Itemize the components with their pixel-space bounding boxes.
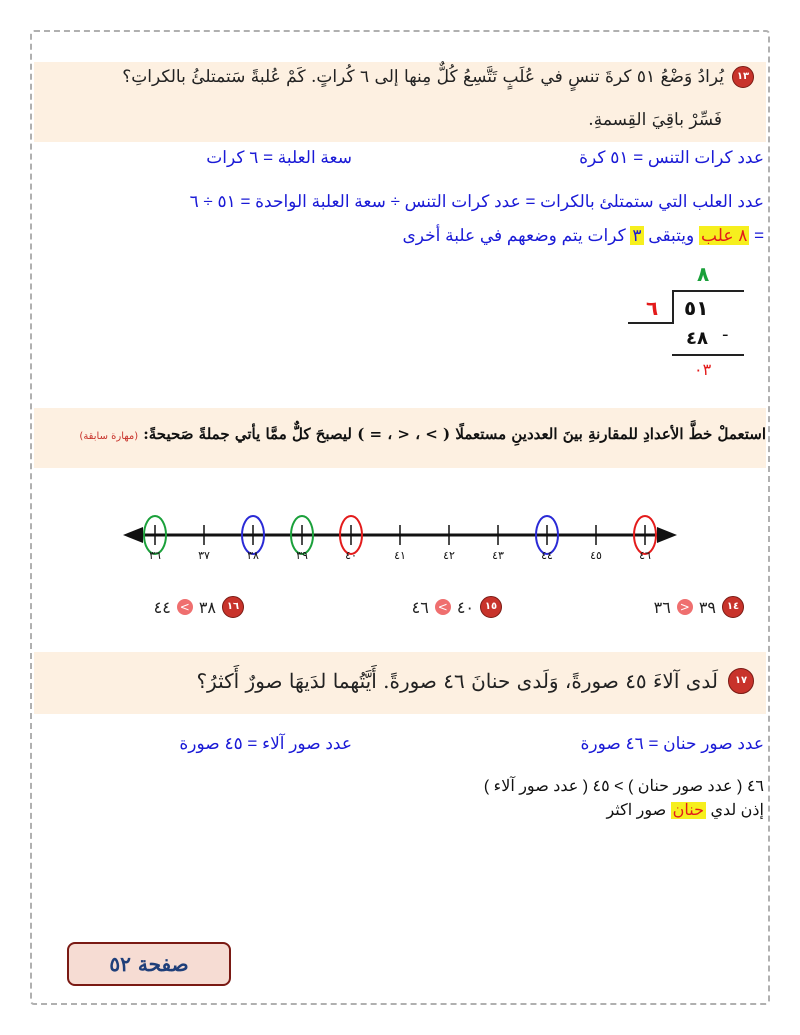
- question-17-header: [44, 668, 754, 694]
- compare-left-value: ٤٠: [456, 597, 474, 617]
- division-bar-top: [672, 290, 744, 292]
- equals-sign: =: [754, 226, 764, 245]
- left-arrow-icon: [123, 527, 143, 543]
- question-number-badge: ١٣: [732, 66, 754, 88]
- tick-label: ٤٢: [443, 549, 455, 562]
- question-13-header: [44, 66, 754, 88]
- division-subtrahend: ٤٨: [686, 328, 708, 349]
- answer-highlight: ٨ علب: [701, 226, 748, 245]
- conclusion-start: إذن لدي: [710, 802, 764, 819]
- hanan-count: عدد صور حنان = ٤٦ صورة: [580, 734, 764, 753]
- division-quotient: ٨: [697, 262, 710, 286]
- compare-item-15: [412, 596, 502, 618]
- compare-item-14: [654, 596, 744, 618]
- conclusion-highlight: حنان: [672, 802, 704, 819]
- skill-note: (مهارة سابقة): [79, 431, 139, 442]
- tick-label: ٣٧: [198, 549, 210, 562]
- division-divisor-line: [628, 322, 672, 324]
- number-line: [0, 490, 800, 580]
- division-bracket: [672, 290, 674, 324]
- compare-symbol: >: [177, 599, 193, 615]
- question-number-badge: ١٧: [728, 668, 754, 694]
- tick-label: ٣٦: [149, 549, 161, 562]
- answer-end: كرات يتم وضعهم في علبة أخرى: [402, 226, 626, 245]
- question-17-text: لَدى آلاءَ ٤٥ صورةً، وَلَدى حنانَ ٤٦ صورةً. أَيَّتُهما لدَيهَا صورٌ أَكثرُ؟: [196, 669, 718, 693]
- compare-symbol: >: [435, 599, 451, 615]
- division-divisor: ٦: [646, 296, 659, 320]
- right-arrow-icon: [657, 527, 677, 543]
- question-number-badge: ١٤: [722, 596, 744, 618]
- remainder-highlight: ٣: [632, 226, 642, 245]
- answer-middle: ويتبقى: [648, 226, 695, 245]
- compare-symbol: <: [677, 599, 693, 615]
- tennis-count: عدد كرات التنس = ٥١ كرة: [579, 148, 764, 167]
- question-number-badge: ١٦: [222, 596, 244, 618]
- tick-label: ٤٣: [492, 549, 504, 562]
- conclusion-end: صور اكثر: [606, 802, 667, 819]
- division-remainder: ٠٣: [694, 360, 712, 379]
- question-13-text: يُرادُ وَضْعُ ٥١ كرةَ تنسٍ في عُلَبٍ تَتَّسِعُ كُلٌّ مِنها إلى ٦ كُراتٍ. كَمْ عُلبةً سَتمتلئُ بالكراتِ؟: [122, 67, 724, 87]
- number-line-instruction: [26, 424, 766, 443]
- question-number-badge: ١٥: [480, 596, 502, 618]
- compare-right-value: ٤٤: [153, 597, 171, 617]
- alaa-count: عدد صور آلاء = ٤٥ صورة: [179, 734, 352, 753]
- tick-label: ٤٤: [541, 549, 553, 562]
- compare-right-value: ٤٦: [411, 597, 429, 617]
- page-number: صفحة ٥٢: [67, 942, 231, 986]
- compare-left-value: ٣٩: [698, 597, 716, 617]
- division-result-line: [672, 354, 744, 356]
- question-13-subtext: فَسِّرْ باقِيَ القِسمةِ.: [588, 110, 722, 130]
- compare-item-16: [154, 596, 244, 618]
- tick-label: ٤٠: [345, 549, 357, 562]
- tick-label: ٤١: [394, 549, 406, 562]
- tick-label: ٤٦: [639, 549, 651, 562]
- instruction-text: استعملْ خطَّ الأعدادِ للمقارنةِ بينَ العددينِ مستعملًا ( > ، < ، = ) ليصبحَ كلٌّ ممَّا يأتي جملةً صَحيحةً:: [143, 425, 766, 443]
- division-minus: -: [722, 324, 729, 345]
- answer-line: [402, 226, 764, 246]
- compare-left-value: ٣٨: [198, 597, 216, 617]
- tick-label: ٣٨: [247, 549, 259, 562]
- division-dividend: ٥١: [684, 296, 709, 320]
- compare-right-value: ٣٦: [653, 597, 671, 617]
- tick-label: ٣٩: [296, 549, 308, 562]
- division-equation: عدد العلب التي ستمتلئ بالكرات = عدد كرات التنس ÷ سعة العلبة الواحدة = ٥١ ÷ ٦: [189, 192, 764, 211]
- tick-label: ٤٥: [590, 549, 602, 562]
- conclusion-line: [606, 800, 764, 820]
- comparison-line: ٤٦ ( عدد صور حنان ) > ٤٥ ( عدد صور آلاء ): [483, 778, 764, 795]
- box-capacity: سعة العلبة = ٦ كرات: [206, 148, 352, 167]
